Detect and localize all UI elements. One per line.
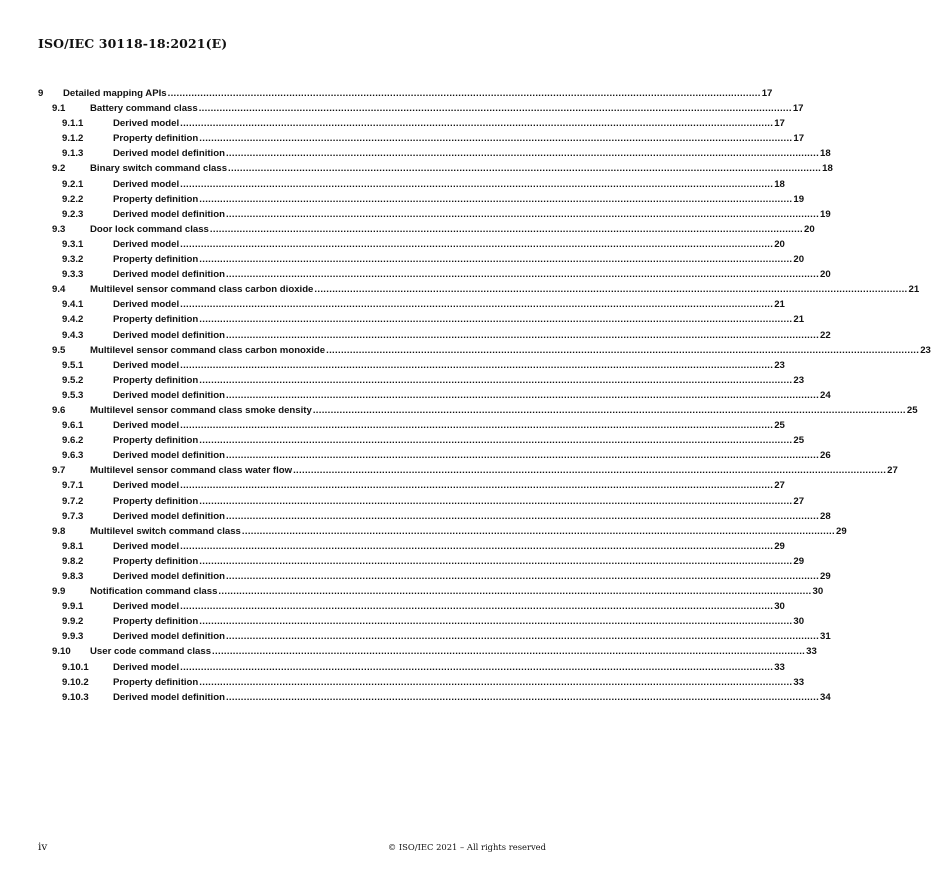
toc-dot-leader: ........................................................................................................................................................................................................ xyxy=(225,269,820,281)
toc-entry[interactable] xyxy=(38,494,805,509)
toc-entry-number: 9.7 xyxy=(52,465,66,477)
toc-entry-title: Door lock command class xyxy=(90,223,209,235)
toc-entry[interactable] xyxy=(38,629,831,644)
toc-dot-leader: ........................................................................................................................................................................................................ xyxy=(293,465,887,477)
toc-entry[interactable] xyxy=(38,146,831,161)
toc-entry-page: 24 xyxy=(820,389,831,401)
toc-entry-title: Multilevel sensor command class smoke density xyxy=(90,404,312,416)
toc-entry[interactable] xyxy=(38,328,831,343)
toc-entry-page: 23 xyxy=(774,359,785,371)
toc-entry-title: Derived model definition xyxy=(113,510,225,522)
toc-entry-page: 30 xyxy=(793,616,805,628)
toc-entry-page: 18 xyxy=(822,163,833,175)
toc-dot-leader: ........................................................................................................................................................................................................ xyxy=(180,601,774,613)
toc-entry[interactable] xyxy=(38,282,920,297)
toc-entry-number: 9.4 xyxy=(52,284,66,296)
toc-entry-page: 17 xyxy=(761,88,773,99)
toc-entry-title: Binary switch command class xyxy=(90,163,228,175)
toc-entry-number: 9.8 xyxy=(52,525,66,537)
toc-entry-title: Property definition xyxy=(113,133,199,145)
toc-entry-page: 17 xyxy=(793,133,805,145)
toc-entry[interactable] xyxy=(38,86,773,101)
toc-dot-leader: ........................................................................................................................................................................................................ xyxy=(228,163,822,175)
toc-entry-title: Derived model definition xyxy=(113,631,225,643)
toc-dot-leader: ........................................................................................................................................................................................................ xyxy=(225,208,820,220)
toc-entry-title: Derived model definition xyxy=(113,691,225,703)
toc-dot-leader: ........................................................................................................................................................................................................ xyxy=(199,616,793,628)
toc-entry[interactable] xyxy=(38,222,815,237)
toc-entry-title: Derived model xyxy=(113,299,180,311)
toc-entry-page: 17 xyxy=(792,103,804,115)
toc-entry-page: 18 xyxy=(820,148,831,160)
toc-dot-leader: ........................................................................................................................................................................................................ xyxy=(199,374,793,386)
toc-entry-title: Derived model xyxy=(113,118,180,130)
toc-entry[interactable] xyxy=(38,252,805,267)
toc-entry-page: 27 xyxy=(793,495,805,507)
toc-entry-title: User code command class xyxy=(90,646,212,658)
toc-entry[interactable] xyxy=(38,554,805,569)
toc-entry-page: 20 xyxy=(804,223,815,235)
toc-entry-title: Derived model xyxy=(113,601,180,613)
toc-entry[interactable] xyxy=(38,116,785,131)
toc-dot-leader: ........................................................................................................................................................................................................ xyxy=(180,420,774,432)
toc-entry-page: 26 xyxy=(820,450,831,462)
toc-entry[interactable] xyxy=(38,584,824,599)
toc-dot-leader: ........................................................................................................................................................................................................ xyxy=(225,389,820,401)
toc-entry-number: 9.8.2 xyxy=(62,555,84,567)
toc-dot-leader: ........................................................................................................................................................................................................ xyxy=(180,480,774,492)
toc-entry[interactable] xyxy=(38,267,831,282)
toc-entry-title: Derived model xyxy=(113,540,180,552)
toc-entry-number: 9.1.2 xyxy=(62,133,84,145)
toc-entry[interactable] xyxy=(38,177,785,192)
toc-dot-leader: ........................................................................................................................................................................................................ xyxy=(314,284,908,296)
toc-entry-title: Property definition xyxy=(113,676,199,688)
toc-entry-page: 25 xyxy=(774,420,785,432)
toc-entry-page: 27 xyxy=(887,465,898,477)
toc-dot-leader: ........................................................................................................................................................................................................ xyxy=(225,450,820,462)
toc-entry[interactable] xyxy=(38,237,785,252)
toc-entry-number: 9.3.2 xyxy=(62,254,84,266)
toc-dot-leader: ........................................................................................................................................................................................................ xyxy=(199,314,793,326)
toc-entry-title: Property definition xyxy=(113,374,199,386)
toc-dot-leader: ........................................................................................................................................................................................................ xyxy=(199,133,793,145)
toc-entry-number: 9.3.1 xyxy=(62,238,84,250)
toc-dot-leader: ........................................................................................................................................................................................................ xyxy=(312,404,906,416)
toc-entry[interactable] xyxy=(38,433,805,448)
toc-dot-leader: ........................................................................................................................................................................................................ xyxy=(199,193,793,205)
toc-dot-leader: ........................................................................................................................................................................................................ xyxy=(218,586,812,598)
toc-entry[interactable] xyxy=(38,660,785,675)
toc-dot-leader: ........................................................................................................................................................................................................ xyxy=(225,691,820,703)
toc-entry-number: 9.1.1 xyxy=(62,118,84,130)
toc-entry-page: 21 xyxy=(908,284,920,296)
toc-entry-page: 23 xyxy=(920,344,931,356)
toc-entry[interactable] xyxy=(38,448,831,463)
toc-entry-title: Derived model definition xyxy=(113,450,225,462)
toc-entry-title: Derived model xyxy=(113,359,180,371)
toc-entry-number: 9.2.2 xyxy=(62,193,84,205)
toc-entry-title: Derived model definition xyxy=(113,329,225,341)
toc-entry-page: 30 xyxy=(774,601,785,613)
toc-entry-number: 9.1.3 xyxy=(62,148,84,160)
toc-entry-page: 30 xyxy=(812,586,824,598)
toc-entry-number: 9.2 xyxy=(52,163,66,175)
toc-entry-page: 21 xyxy=(793,314,805,326)
toc-entry-title: Detailed mapping APIs xyxy=(63,88,167,99)
toc-entry-title: Multilevel sensor command class carbon dioxide xyxy=(90,284,314,296)
toc-dot-leader: ........................................................................................................................................................................................................ xyxy=(199,435,793,447)
toc-dot-leader: ........................................................................................................................................................................................................ xyxy=(225,571,820,582)
toc-entry[interactable] xyxy=(38,599,785,614)
toc-dot-leader: ........................................................................................................................................................................................................ xyxy=(199,676,793,688)
toc-entry-page: 25 xyxy=(793,435,805,447)
toc-entry[interactable] xyxy=(38,690,831,705)
toc-dot-leader: ........................................................................................................................................................................................................ xyxy=(212,646,806,658)
copyright-notice: © ISO/IEC 2021 – All rights reserved xyxy=(387,842,546,852)
toc-entry[interactable] xyxy=(38,675,805,690)
toc-dot-leader: ........................................................................................................................................................................................................ xyxy=(167,88,761,99)
toc-entry-number: 9.4.2 xyxy=(62,314,84,326)
toc-dot-leader: ........................................................................................................................................................................................................ xyxy=(209,223,803,235)
toc-entry-number: 9.2.3 xyxy=(62,208,84,220)
toc-entry-number: 9.9.2 xyxy=(62,616,84,628)
toc-entry-title: Property definition xyxy=(113,555,199,567)
toc-entry-title: Derived model xyxy=(113,420,180,432)
toc-entry[interactable] xyxy=(38,614,805,629)
toc-entry-number: 9.9.1 xyxy=(62,601,84,613)
toc-entry[interactable] xyxy=(38,418,785,433)
toc-dot-leader: ........................................................................................................................................................................................................ xyxy=(199,555,793,567)
toc-entry-page: 19 xyxy=(793,193,805,205)
toc-entry-title: Derived model xyxy=(113,480,180,492)
toc-entry-page: 28 xyxy=(820,510,831,522)
toc-entry[interactable] xyxy=(38,524,847,539)
toc-entry-number: 9.2.1 xyxy=(62,178,84,190)
toc-entry-number: 9.1 xyxy=(52,103,66,115)
toc-entry-page: 27 xyxy=(774,480,785,492)
toc-entry-number: 9.9.3 xyxy=(62,631,84,643)
toc-entry[interactable] xyxy=(38,403,918,418)
toc-entry-title: Property definition xyxy=(113,193,199,205)
toc-dot-leader: ........................................................................................................................................................................................................ xyxy=(180,178,774,190)
toc-dot-leader: ........................................................................................................................................................................................................ xyxy=(180,299,774,311)
toc-entry-title: Property definition xyxy=(113,314,199,326)
toc-entry-number: 9.6.2 xyxy=(62,435,84,447)
toc-entry-page: 25 xyxy=(906,404,918,416)
toc-entry-page: 21 xyxy=(774,299,785,311)
toc-entry-number: 9.10.3 xyxy=(62,691,89,703)
toc-entry[interactable] xyxy=(38,101,804,116)
toc-entry-title: Multilevel sensor command class carbon monoxide xyxy=(90,344,326,356)
toc-entry-number: 9.10 xyxy=(52,646,71,658)
toc-entry-number: 9 xyxy=(38,88,44,99)
toc-entry-page: 22 xyxy=(820,329,831,341)
toc-entry-title: Derived model definition xyxy=(113,389,225,401)
toc-entry-page: 20 xyxy=(774,238,785,250)
toc-entry-title: Derived model definition xyxy=(113,148,225,160)
toc-entry-page: 20 xyxy=(793,254,805,266)
toc-entry-page: 29 xyxy=(793,555,805,567)
toc-entry[interactable] xyxy=(38,192,805,207)
toc-dot-leader: ........................................................................................................................................................................................................ xyxy=(326,344,920,356)
toc-dot-leader: ........................................................................................................................................................................................................ xyxy=(241,525,835,537)
toc-entry[interactable] xyxy=(38,207,831,222)
toc-entry-page: 29 xyxy=(820,571,831,582)
toc-entry[interactable] xyxy=(38,343,931,358)
toc-entry[interactable] xyxy=(38,161,833,176)
toc-dot-leader: ........................................................................................................................................................................................................ xyxy=(225,148,820,160)
toc-dot-leader: ........................................................................................................................................................................................................ xyxy=(180,118,774,130)
toc-entry-number: 9.8.1 xyxy=(62,540,84,552)
toc-dot-leader: ........................................................................................................................................................................................................ xyxy=(180,661,774,673)
toc-entry-title: Derived model xyxy=(113,661,180,673)
toc-entry-number: 9.3 xyxy=(52,223,66,235)
toc-entry-number: 9.9 xyxy=(52,586,66,598)
toc-entry[interactable] xyxy=(38,509,831,524)
toc-entry[interactable] xyxy=(38,131,805,146)
toc-entry[interactable] xyxy=(38,358,785,373)
toc-entry-page: 33 xyxy=(774,661,785,673)
toc-entry-title: Property definition xyxy=(113,616,199,628)
toc-entry-number: 9.6 xyxy=(52,404,66,416)
toc-entry-number: 9.8.3 xyxy=(62,571,84,582)
toc-dot-leader: ........................................................................................................................................................................................................ xyxy=(225,631,820,643)
toc-entry[interactable] xyxy=(38,297,785,312)
toc-entry-page: 19 xyxy=(820,208,831,220)
toc-entry-page: 20 xyxy=(820,269,831,281)
toc-entry[interactable] xyxy=(38,312,805,327)
table-of-contents xyxy=(38,86,931,705)
toc-entry-number: 9.5.2 xyxy=(62,374,84,386)
toc-dot-leader: ........................................................................................................................................................................................................ xyxy=(225,510,820,522)
toc-entry-title: Derived model xyxy=(113,238,180,250)
toc-entry-title: Derived model definition xyxy=(113,269,225,281)
toc-entry-title: Derived model definition xyxy=(113,571,225,582)
toc-entry-number: 9.4.3 xyxy=(62,329,84,341)
toc-entry-number: 9.10.1 xyxy=(62,661,89,673)
toc-entry-number: 9.4.1 xyxy=(62,299,84,311)
toc-entry-number: 9.6.1 xyxy=(62,420,84,432)
toc-entry[interactable] xyxy=(38,539,785,554)
toc-entry[interactable] xyxy=(38,569,831,584)
toc-entry-number: 9.5.3 xyxy=(62,389,84,401)
toc-entry-title: Property definition xyxy=(113,435,199,447)
toc-entry[interactable] xyxy=(38,373,805,388)
toc-entry-number: 9.6.3 xyxy=(62,450,84,462)
toc-entry-title: Property definition xyxy=(113,495,199,507)
toc-entry[interactable] xyxy=(38,388,831,403)
toc-entry-title: Battery command class xyxy=(90,103,198,115)
toc-dot-leader: ........................................................................................................................................................................................................ xyxy=(199,495,793,507)
toc-entry[interactable] xyxy=(38,478,785,493)
toc-entry-number: 9.3.3 xyxy=(62,269,84,281)
toc-entry-page: 31 xyxy=(820,631,831,643)
toc-entry-title: Multilevel switch command class xyxy=(90,525,241,537)
toc-entry-number: 9.10.2 xyxy=(62,676,89,688)
toc-entry-title: Derived model xyxy=(113,178,180,190)
toc-dot-leader: ........................................................................................................................................................................................................ xyxy=(225,329,820,341)
toc-entry[interactable] xyxy=(38,463,898,478)
document-header: ISO/IEC 30118-18:2021(E) xyxy=(38,36,228,51)
toc-entry-title: Multilevel sensor command class water flow xyxy=(90,465,293,477)
page-number: iv xyxy=(38,841,48,853)
toc-dot-leader: ........................................................................................................................................................................................................ xyxy=(199,254,793,266)
toc-dot-leader: ........................................................................................................................................................................................................ xyxy=(180,540,774,552)
toc-entry-title: Property definition xyxy=(113,254,199,266)
toc-entry-page: 33 xyxy=(806,646,817,658)
toc-entry-title: Derived model definition xyxy=(113,208,225,220)
toc-entry-title: Notification command class xyxy=(90,586,218,598)
toc-entry[interactable] xyxy=(38,644,817,659)
toc-dot-leader: ........................................................................................................................................................................................................ xyxy=(180,238,774,250)
toc-entry-number: 9.5.1 xyxy=(62,359,84,371)
toc-entry-number: 9.5 xyxy=(52,344,66,356)
toc-dot-leader: ........................................................................................................................................................................................................ xyxy=(180,359,774,371)
toc-entry-page: 33 xyxy=(793,676,805,688)
toc-entry-page: 17 xyxy=(774,118,785,130)
toc-entry-number: 9.7.1 xyxy=(62,480,84,492)
toc-dot-leader: ........................................................................................................................................................................................................ xyxy=(198,103,792,115)
toc-entry-page: 29 xyxy=(835,525,847,537)
toc-entry-number: 9.7.3 xyxy=(62,510,84,522)
toc-entry-number: 9.7.2 xyxy=(62,495,84,507)
toc-entry-page: 23 xyxy=(793,374,805,386)
toc-entry-page: 18 xyxy=(774,178,785,190)
toc-entry-page: 29 xyxy=(774,540,785,552)
toc-entry-page: 34 xyxy=(820,691,831,703)
